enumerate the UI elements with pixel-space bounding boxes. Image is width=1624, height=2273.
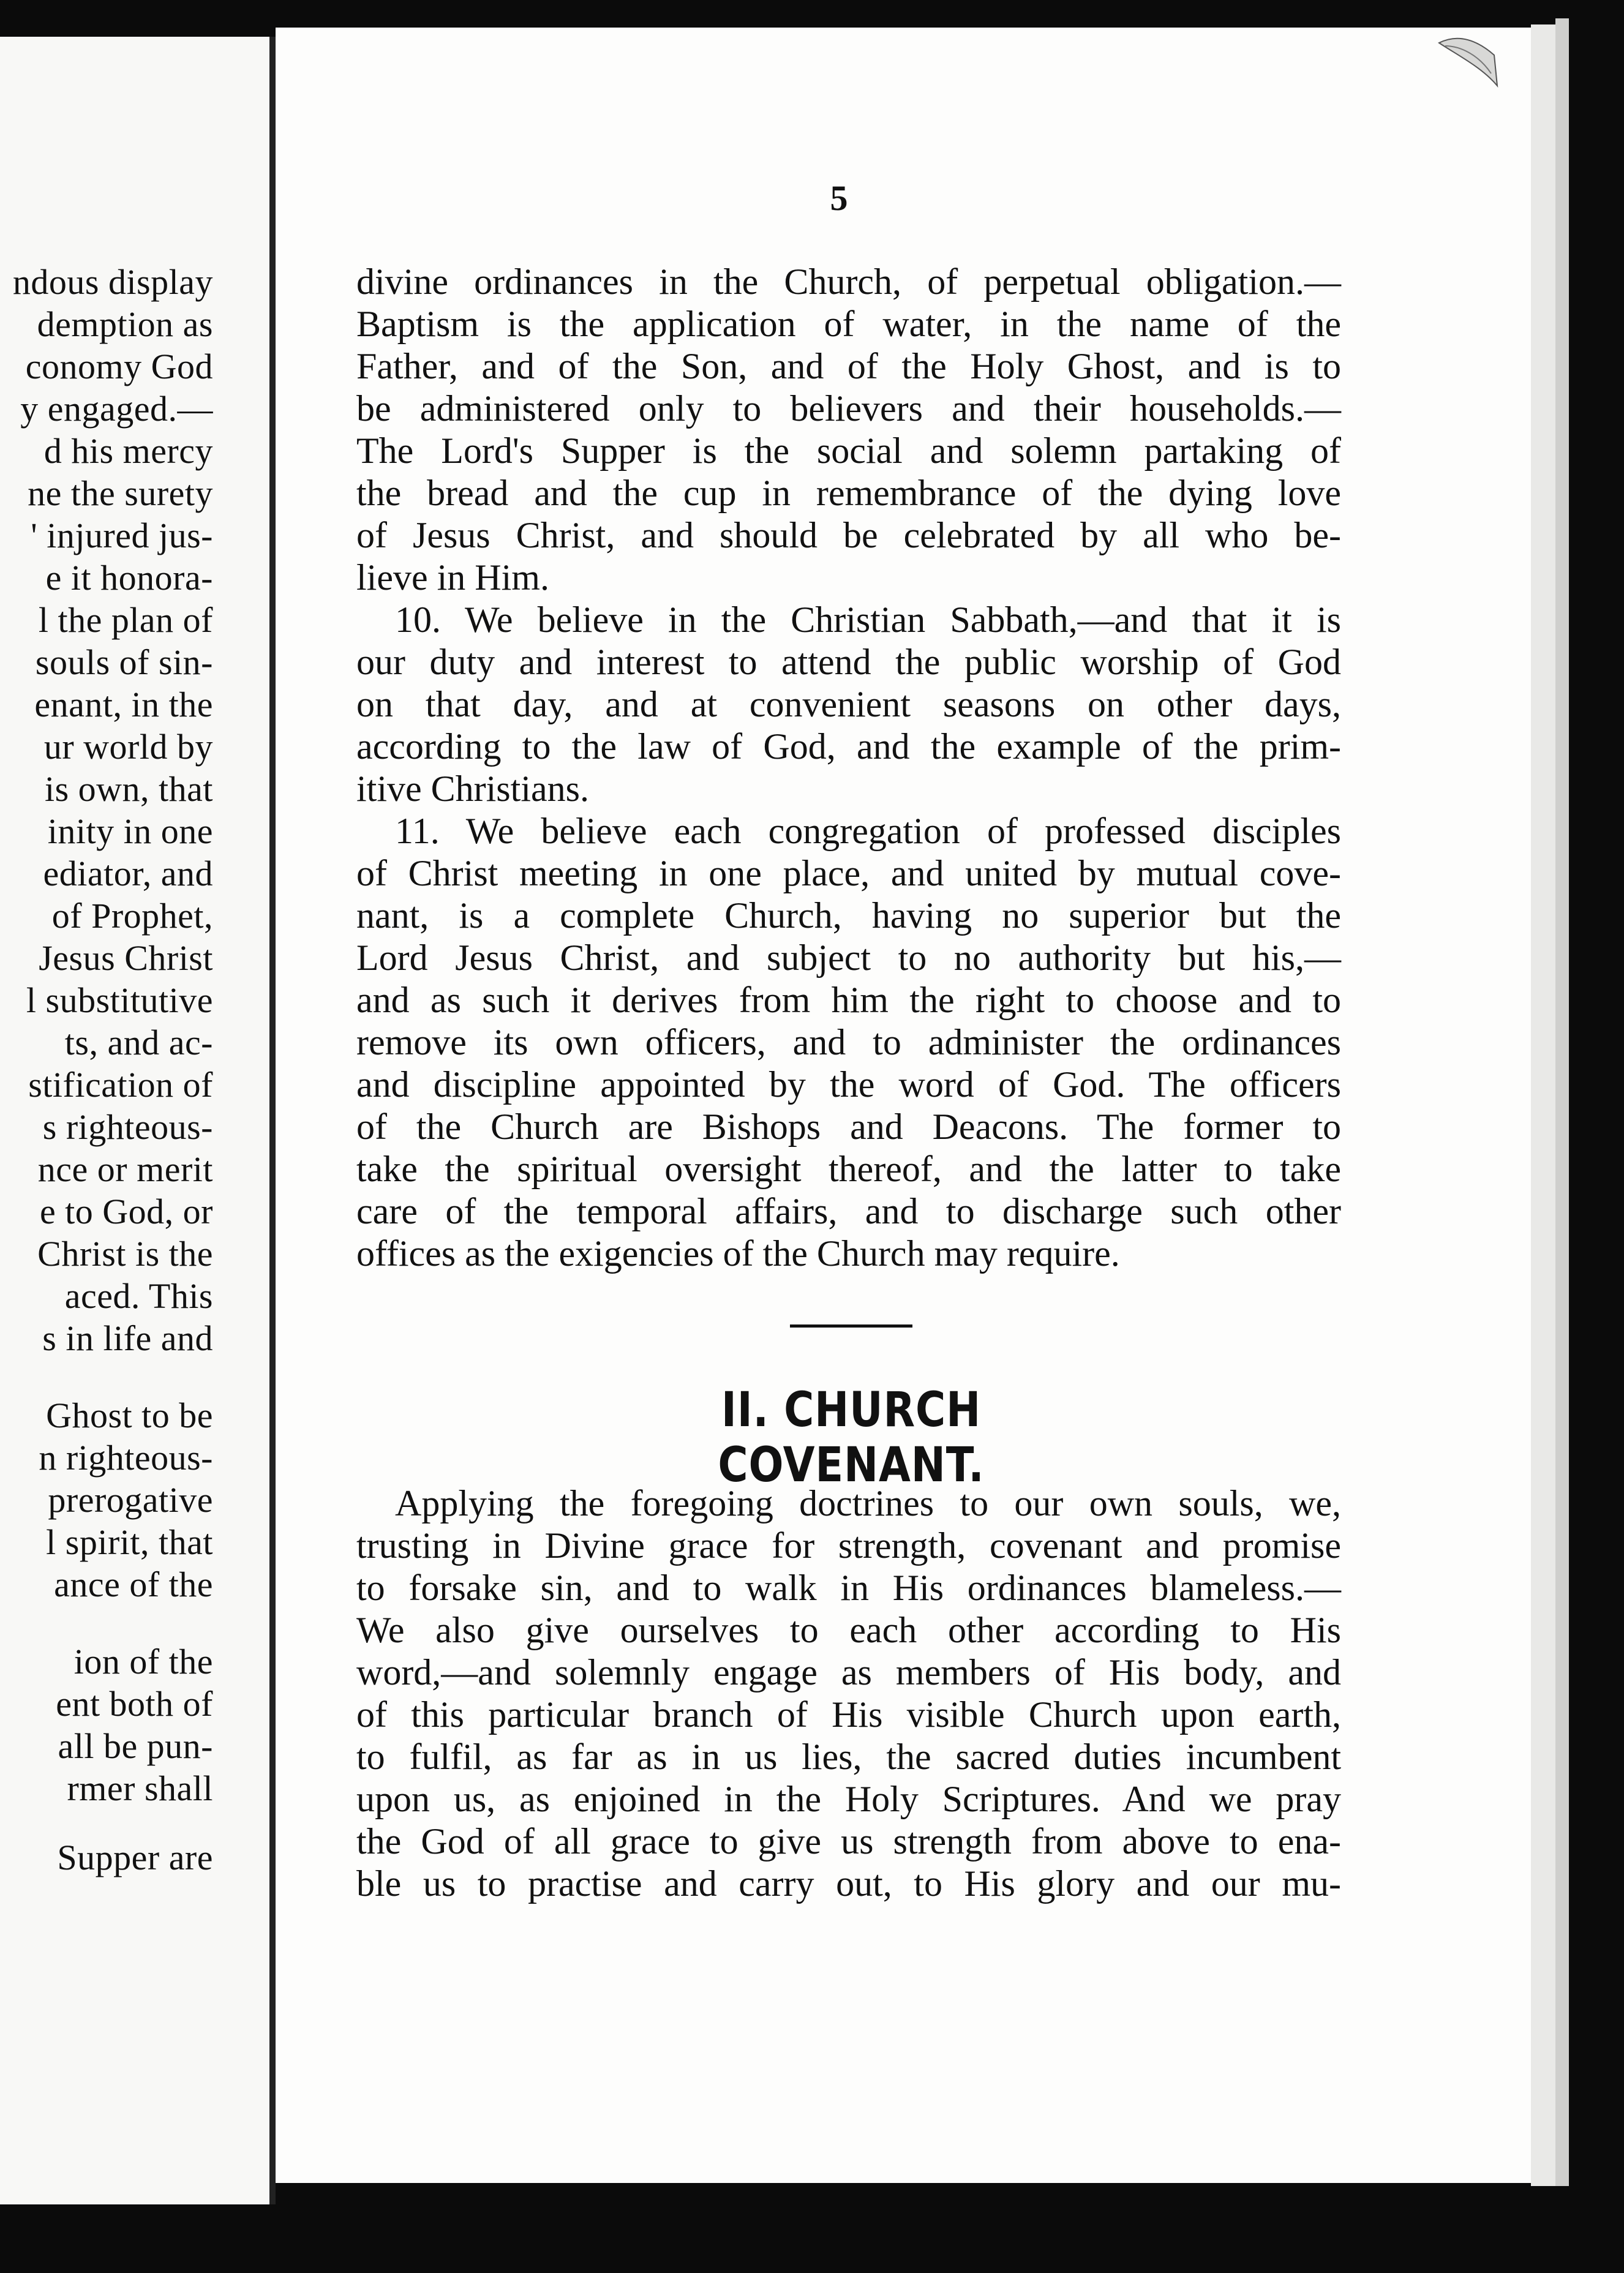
left-page-line: enant, in the bbox=[34, 685, 213, 724]
left-page-line: nce or merit bbox=[37, 1149, 213, 1189]
body-line: Baptism is the application of water, in the name of the bbox=[356, 304, 1341, 344]
covenant-line: Applying the foregoing doctrines to our own souls, we, bbox=[395, 1483, 1341, 1523]
left-page-line: of Prophet, bbox=[51, 896, 213, 936]
left-page-line: Jesus Christ bbox=[39, 938, 213, 978]
page-edge bbox=[1531, 24, 1555, 2186]
left-page-line: d his mercy bbox=[43, 431, 213, 471]
left-page-line: l the plan of bbox=[38, 600, 213, 640]
section-divider bbox=[790, 1324, 912, 1328]
left-page-line: ion of the bbox=[73, 1642, 213, 1681]
left-page-line: ts, and ac- bbox=[64, 1023, 213, 1062]
left-page-line: ' injured jus- bbox=[31, 516, 213, 555]
covenant-line: of this particular branch of His visible Church upon earth, bbox=[356, 1694, 1341, 1735]
left-page-line: stification of bbox=[28, 1065, 213, 1105]
left-page-line: ur world by bbox=[43, 727, 213, 767]
body-line: our duty and interest to attend the public worship of God bbox=[356, 642, 1341, 682]
body-line: 11. We believe each congregation of professed disciples bbox=[395, 811, 1341, 851]
left-page-line: l spirit, that bbox=[46, 1522, 213, 1562]
folded-corner-icon bbox=[1433, 31, 1500, 98]
left-page-line: y engaged.— bbox=[20, 389, 213, 429]
body-line: remove its own officers, and to administer the ordinances bbox=[356, 1022, 1341, 1062]
left-page-line: s in life and bbox=[42, 1318, 213, 1358]
body-line: and discipline appointed by the word of God. The officers bbox=[356, 1064, 1341, 1105]
body-line: the bread and the cup in remembrance of the dying love bbox=[356, 473, 1341, 513]
left-page-line: aced. This bbox=[64, 1276, 213, 1316]
body-line: itive Christians. bbox=[356, 768, 589, 809]
left-page-line: l substitutive bbox=[26, 980, 213, 1020]
left-page-line: e to God, or bbox=[39, 1192, 213, 1231]
left-page-line: ent both of bbox=[56, 1684, 213, 1724]
body-line: on that day, and at convenient seasons on other days, bbox=[356, 684, 1341, 724]
left-page-line: Supper are bbox=[57, 1838, 213, 1877]
body-line: care of the temporal affairs, and to discharge such other bbox=[356, 1191, 1341, 1231]
left-page-line: ne the surety bbox=[28, 473, 213, 513]
covenant-line: We also give ourselves to each other according to His bbox=[356, 1610, 1341, 1650]
left-page-line: all be pun- bbox=[58, 1726, 213, 1766]
left-page-line: prerogative bbox=[48, 1480, 213, 1520]
body-line: Lord Jesus Christ, and subject to no authority but his,— bbox=[356, 937, 1341, 978]
body-line: 10. We believe in the Christian Sabbath,—and that it is bbox=[395, 599, 1341, 640]
body-line: be administered only to believers and their households.— bbox=[356, 388, 1341, 429]
book-gutter bbox=[269, 37, 276, 2204]
body-line: according to the law of God, and the example of the prim- bbox=[356, 726, 1341, 767]
body-line: of Christ meeting in one place, and united by mutual cove- bbox=[356, 853, 1341, 893]
covenant-line: the God of all grace to give us strength from above to ena- bbox=[356, 1821, 1341, 1862]
covenant-line: to forsake sin, and to walk in His ordinances blameless.— bbox=[356, 1568, 1341, 1608]
section-heading: II. CHURCH COVENANT. bbox=[718, 1383, 985, 1493]
body-line: nant, is a complete Church, having no superior but the bbox=[356, 895, 1341, 936]
body-line: of the Church are Bishops and Deacons. The former to bbox=[356, 1106, 1341, 1147]
left-page-line: demption as bbox=[37, 304, 213, 344]
body-line: lieve in Him. bbox=[356, 557, 549, 598]
body-line: divine ordinances in the Church, of perpetual obligation.— bbox=[356, 261, 1341, 302]
left-page-line: inity in one bbox=[47, 811, 213, 851]
left-page-line: ediator, and bbox=[43, 854, 213, 893]
left-page-line: is own, that bbox=[44, 769, 213, 809]
left-page-line: Christ is the bbox=[37, 1234, 213, 1274]
body-line: and as such it derives from him the right to choose and to bbox=[356, 980, 1341, 1020]
left-page-line: rmer shall bbox=[67, 1768, 213, 1808]
body-line: The Lord's Supper is the social and solemn partaking of bbox=[356, 430, 1341, 471]
left-page-line: e it honora- bbox=[45, 558, 213, 598]
covenant-line: word,—and solemnly engage as members of His body, and bbox=[356, 1652, 1341, 1693]
left-page-line: Ghost to be bbox=[46, 1396, 213, 1435]
body-line: offices as the exigencies of the Church may require. bbox=[356, 1233, 1120, 1274]
left-page-line: s righteous- bbox=[42, 1107, 213, 1147]
page-edge bbox=[1555, 18, 1569, 2186]
body-line: of Jesus Christ, and should be celebrated by all who be- bbox=[356, 515, 1341, 555]
covenant-line: upon us, as enjoined in the Holy Scriptures. And we pray bbox=[356, 1779, 1341, 1819]
body-line: take the spiritual oversight thereof, and the latter to take bbox=[356, 1149, 1341, 1189]
covenant-line: to fulfil, as far as in us lies, the sacred duties incumbent bbox=[356, 1737, 1341, 1777]
left-page-line: ance of the bbox=[54, 1565, 213, 1604]
left-page-line: souls of sin- bbox=[35, 642, 213, 682]
left-page-line: n righteous- bbox=[39, 1438, 213, 1478]
left-page-line: ndous display bbox=[12, 262, 213, 302]
covenant-line: trusting in Divine grace for strength, covenant and promise bbox=[356, 1525, 1341, 1566]
covenant-line: ble us to practise and carry out, to His glory and our mu- bbox=[356, 1863, 1341, 1904]
page-number: 5 bbox=[830, 178, 848, 218]
left-page bbox=[0, 37, 269, 2204]
left-page-line: conomy God bbox=[25, 347, 213, 386]
body-line: Father, and of the Son, and of the Holy Ghost, and is to bbox=[356, 346, 1341, 386]
